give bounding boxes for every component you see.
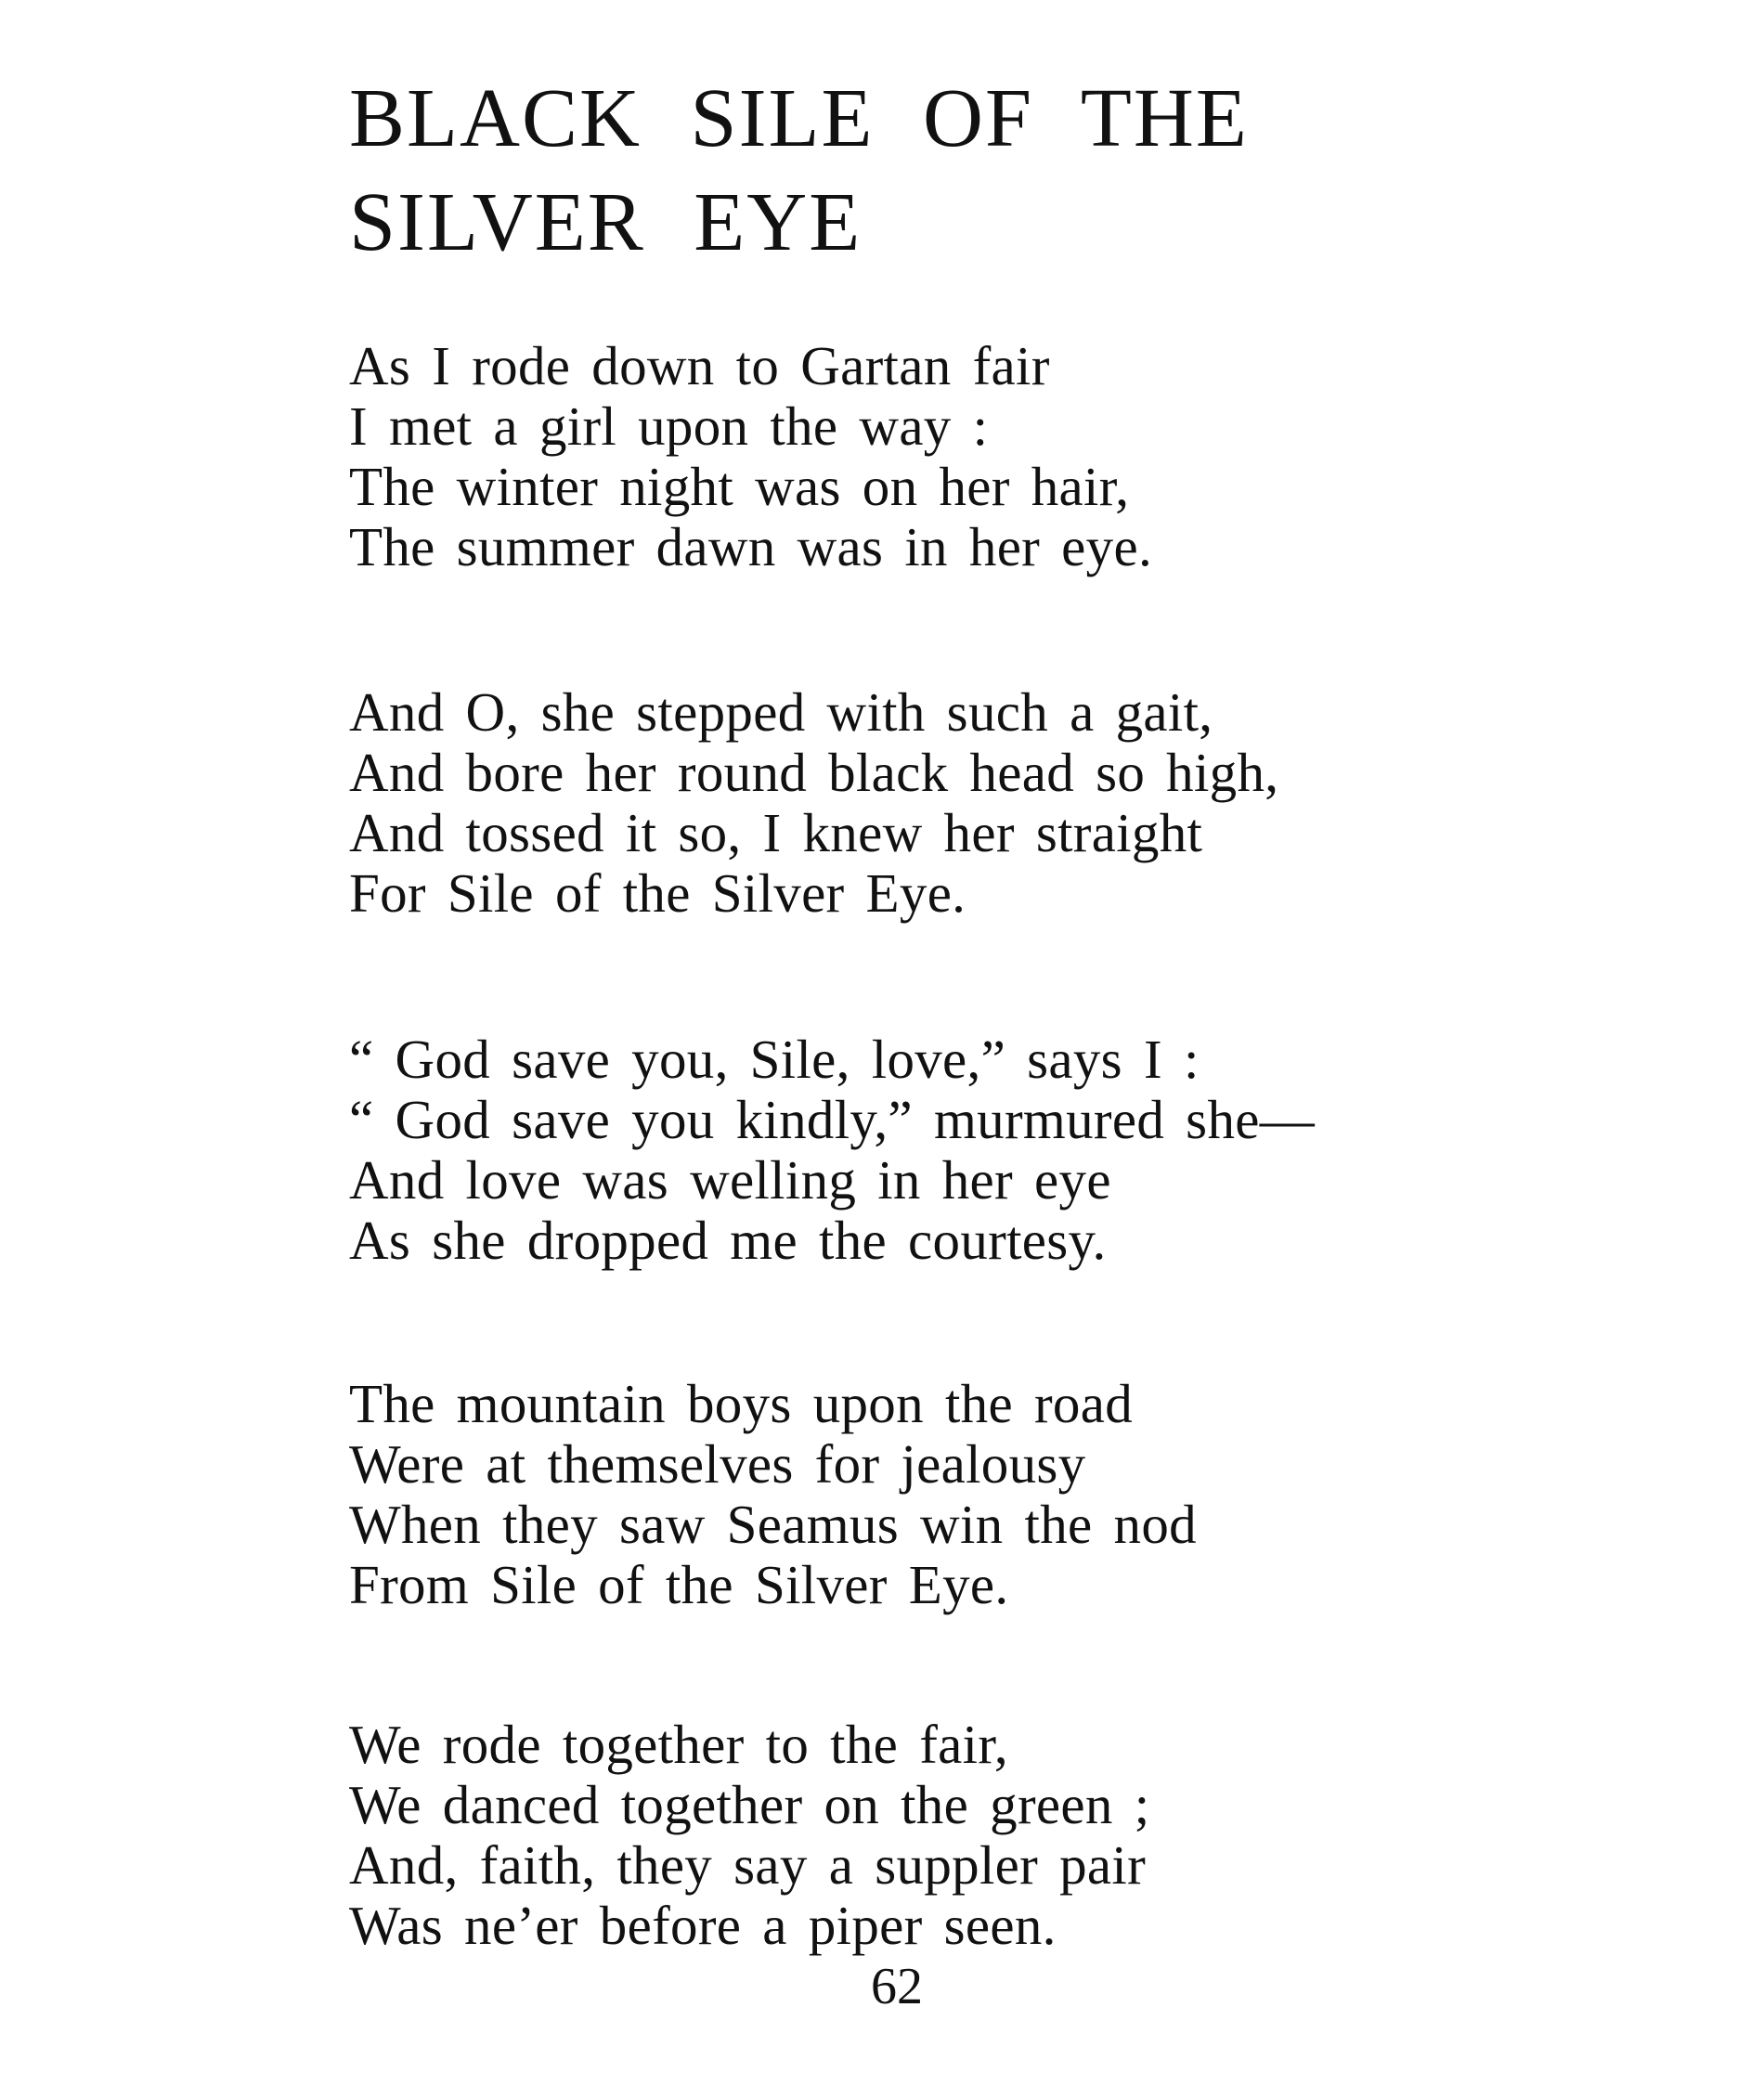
verse-line: “ God save you, Sile, love,” says I : xyxy=(349,1029,1200,1090)
verse-line: The mountain boys upon the road xyxy=(349,1373,1134,1434)
verse-line: Were at themselves for jealousy xyxy=(349,1433,1086,1495)
page-number: 62 xyxy=(871,1958,923,2015)
poem-title-line-1: BLACK SILE OF THE xyxy=(349,72,1249,164)
verse-line: We rode together to the fair, xyxy=(349,1714,1008,1775)
verse-line: And, faith, they say a suppler pair xyxy=(349,1834,1147,1896)
stanza-5 xyxy=(349,1715,1149,1956)
verse-line: When they saw Seamus win the nod xyxy=(349,1494,1197,1555)
poem-title xyxy=(349,67,1249,275)
verse-line: For Sile of the Silver Eye. xyxy=(349,862,966,924)
verse-line: And O, she stepped with such a gait, xyxy=(349,681,1213,743)
verse-line: From Sile of the Silver Eye. xyxy=(349,1554,1009,1615)
verse-line: And bore her round black head so high, xyxy=(349,742,1279,803)
poem-title-line-2: SILVER EYE xyxy=(349,176,863,268)
stanza-4 xyxy=(349,1374,1197,1615)
verse-line: As I rode down to Gartan fair xyxy=(349,335,1050,396)
verse-line: Was ne’er before a piper seen. xyxy=(349,1895,1057,1956)
stanza-1 xyxy=(349,336,1152,577)
verse-line: “ God save you kindly,” murmured she— xyxy=(349,1089,1316,1150)
verse-line: And tossed it so, I knew her straight xyxy=(349,802,1203,863)
verse-line: As she dropped me the courtesy. xyxy=(349,1210,1107,1271)
stanza-2 xyxy=(349,682,1278,924)
verse-line: The winter night was on her hair, xyxy=(349,456,1130,517)
verse-line: The summer dawn was in her eye. xyxy=(349,516,1153,577)
verse-line: And love was welling in her eye xyxy=(349,1149,1111,1211)
verse-line: I met a girl upon the way : xyxy=(349,395,989,457)
stanza-3 xyxy=(349,1030,1315,1271)
verse-line: We danced together on the green ; xyxy=(349,1774,1150,1835)
